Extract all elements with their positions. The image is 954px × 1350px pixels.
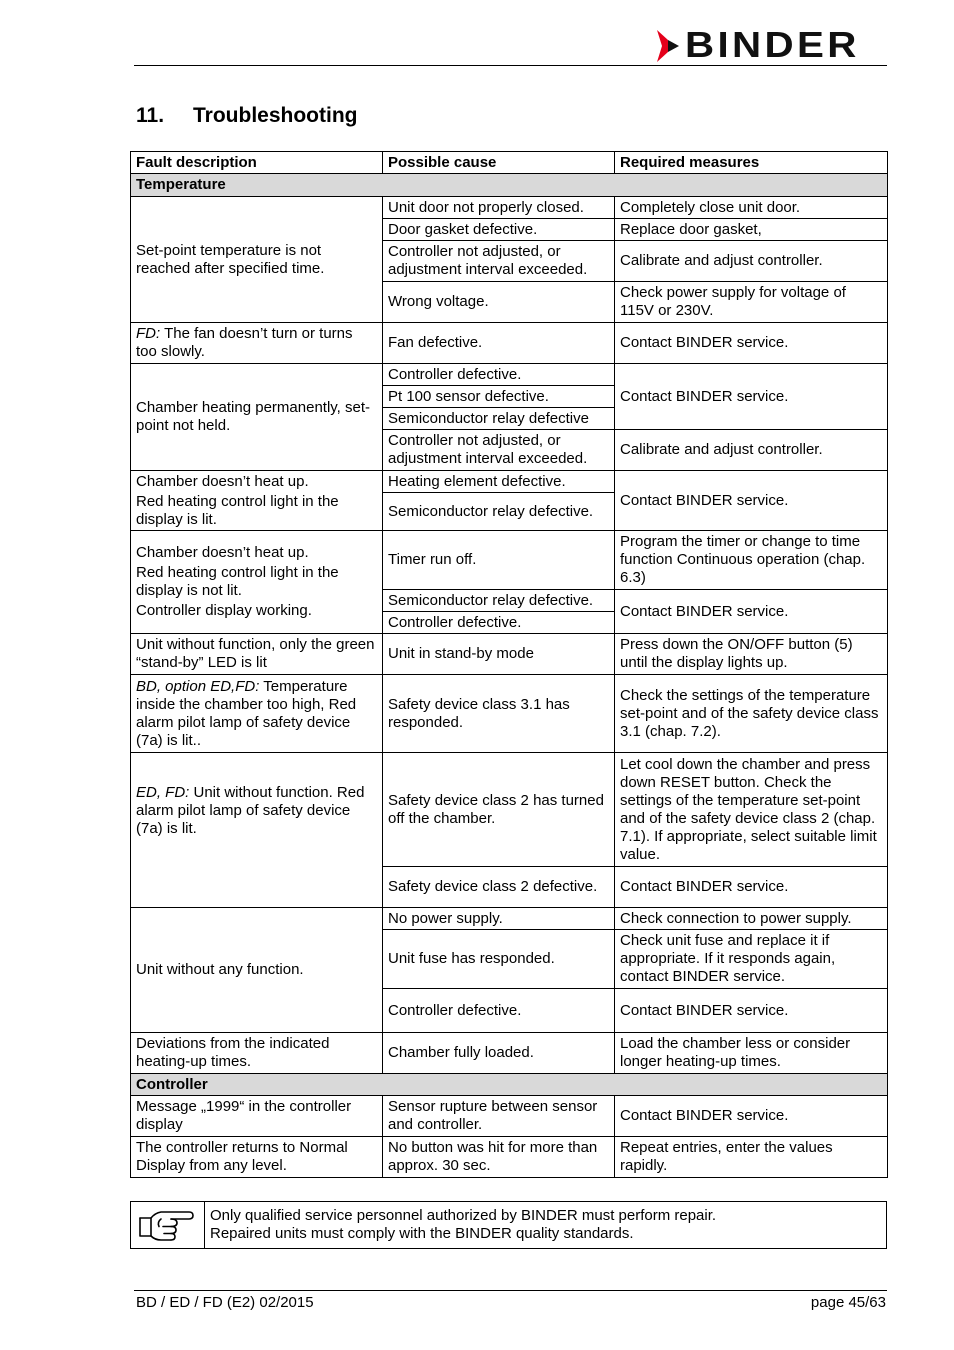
header-rule: [134, 65, 887, 66]
cause-cell: Unit fuse has responded.: [383, 930, 615, 989]
cause-cell: No power supply.: [383, 908, 615, 930]
model-prefix: BD, option ED,FD:: [136, 677, 260, 695]
fault-cell: [131, 675, 383, 753]
model-prefix: ED, FD:: [136, 783, 190, 801]
measure-cell: Contact BINDER service.: [615, 989, 888, 1033]
fault-cell: [131, 531, 383, 634]
cause-cell: Door gasket defective.: [383, 219, 615, 241]
table-row: [131, 1137, 888, 1178]
section-label: Controller: [131, 1074, 888, 1096]
section-title: Troubleshooting: [193, 104, 358, 127]
column-header-measures: Required measures: [615, 152, 888, 174]
fault-text: The fan doesn’t turn or turns too slowly.: [136, 325, 353, 360]
cause-cell: Wrong voltage.: [383, 282, 615, 323]
troubleshooting-table: [130, 151, 888, 1178]
cause-cell: Safety device class 2 has turned off the chamber.: [383, 753, 615, 867]
note-text: [210, 1207, 716, 1243]
cause-cell: Semiconductor relay defective.: [383, 590, 615, 612]
measure-cell: Check power supply for voltage of 115V or 230V.: [615, 282, 888, 323]
fault-cell: Unit without function, only the green “stand-by” LED is lit: [131, 634, 383, 675]
service-note: [130, 1201, 887, 1249]
footer-document-id: BD / ED / FD (E2) 02/2015: [136, 1294, 314, 1311]
cause-cell: Controller defective.: [383, 612, 615, 634]
measure-cell: Let cool down the chamber and press down RESET button. Check the settings of the temperature set-point and of the safety device class 2 (chap. 7.1). If appropriate, select suitable limit value.: [615, 753, 888, 867]
cause-cell: Heating element defective.: [383, 471, 615, 493]
cause-cell: Unit door not properly closed.: [383, 197, 615, 219]
cause-cell: Safety device class 2 defective.: [383, 867, 615, 908]
page-title: [136, 104, 357, 128]
measure-cell: Check unit fuse and replace it if appropriate. If it responds again, contact BINDER service.: [615, 930, 888, 989]
cause-cell: Controller defective.: [383, 989, 615, 1033]
table-header-row: [131, 152, 888, 174]
measure-cell: Contact BINDER service.: [615, 867, 888, 908]
cause-cell: Semiconductor relay defective: [383, 408, 615, 430]
fault-cell: [131, 323, 383, 364]
fault-text: Unit without function. Red alarm pilot lamp of safety device (7a) is lit.: [136, 783, 365, 837]
section-number: 11.: [136, 104, 165, 127]
table-row: [131, 471, 888, 493]
cause-cell: Chamber fully loaded.: [383, 1033, 615, 1074]
binder-logo-mark-icon: [655, 30, 681, 62]
column-header-cause: Possible cause: [383, 152, 615, 174]
table-row: [131, 197, 888, 219]
fault-line: Red heating control light in the display is lit.: [136, 492, 339, 528]
table-row: [131, 1096, 888, 1137]
table-row: [131, 908, 888, 930]
measure-cell: Calibrate and adjust controller.: [615, 241, 888, 282]
cause-cell: Controller defective.: [383, 364, 615, 386]
fault-cell: Set-point temperature is not reached after specified time.: [131, 197, 383, 323]
fault-cell: [131, 753, 383, 908]
fault-cell: Message „1999“ in the controller display: [131, 1096, 383, 1137]
section-row-temperature: [131, 174, 888, 197]
fault-cell: Chamber heating permanently, set-point not held.: [131, 364, 383, 471]
measure-cell: Check connection to power supply.: [615, 908, 888, 930]
fault-line: Chamber doesn’t heat up.: [136, 472, 309, 490]
section-row-controller: [131, 1074, 888, 1096]
measure-cell: Completely close unit door.: [615, 197, 888, 219]
fault-text: Temperature inside the chamber too high, Red alarm pilot lamp of safety device (7a) is lit..: [136, 677, 357, 749]
fault-line: Controller display working.: [136, 602, 312, 619]
measure-cell: Repeat entries, enter the values rapidly.: [615, 1137, 888, 1178]
table-row: [131, 531, 888, 590]
measure-cell: Calibrate and adjust controller.: [615, 430, 888, 471]
measure-cell: Press down the ON/OFF button (5) until the display lights up.: [615, 634, 888, 675]
cause-cell: Controller not adjusted, or adjustment interval exceeded.: [383, 241, 615, 282]
cause-cell: Sensor rupture between sensor and controller.: [383, 1096, 615, 1137]
cause-cell: Controller not adjusted, or adjustment interval exceeded.: [383, 430, 615, 471]
table-row: [131, 634, 888, 675]
cause-cell: No button was hit for more than approx. 30 sec.: [383, 1137, 615, 1178]
measure-cell: Program the timer or change to time function Continuous operation (chap. 6.3): [615, 531, 888, 590]
fault-cell: Deviations from the indicated heating-up times.: [131, 1033, 383, 1074]
fault-cell: Unit without any function.: [131, 908, 383, 1033]
fault-line: Red heating control light in the display is not lit.: [136, 564, 339, 599]
table-row: [131, 364, 888, 386]
measure-cell: Contact BINDER service.: [615, 1096, 888, 1137]
measure-cell: Contact BINDER service.: [615, 323, 888, 364]
model-prefix: FD:: [136, 325, 161, 342]
footer-rule: [134, 1290, 887, 1291]
table-row: [131, 753, 888, 867]
measure-cell: Load the chamber less or consider longer heating-up times.: [615, 1033, 888, 1074]
measure-cell: Contact BINDER service.: [615, 364, 888, 430]
fault-line: Chamber doesn’t heat up.: [136, 544, 309, 561]
cause-cell: Safety device class 3.1 has responded.: [383, 675, 615, 753]
section-label: Temperature: [131, 174, 888, 197]
pointing-hand-icon: [137, 1206, 197, 1244]
measure-cell: Check the settings of the temperature set-point and of the safety device class 3.1 (chap. 7.2).: [615, 675, 888, 753]
cause-cell: Timer run off.: [383, 531, 615, 590]
cause-cell: Semiconductor relay defective.: [383, 493, 615, 531]
measure-cell: Contact BINDER service.: [615, 590, 888, 634]
measure-cell: Replace door gasket,: [615, 219, 888, 241]
note-line: Only qualified service personnel authorized by BINDER must perform repair.: [210, 1207, 717, 1224]
cause-cell: Pt 100 sensor defective.: [383, 386, 615, 408]
binder-logo: [655, 24, 887, 65]
cause-cell: Fan defective.: [383, 323, 615, 364]
note-icon-box: [131, 1202, 205, 1248]
table-row: [131, 323, 888, 364]
footer-page-number: page 45/63: [810, 1294, 886, 1311]
column-header-fault: Fault description: [131, 152, 383, 174]
fault-cell: The controller returns to Normal Display from any level.: [131, 1137, 383, 1178]
table-row: [131, 1033, 888, 1074]
cause-cell: Unit in stand-by mode: [383, 634, 615, 675]
fault-cell: [131, 471, 383, 531]
measure-cell: Contact BINDER service.: [615, 471, 888, 531]
note-line: Repaired units must comply with the BINDER quality standards.: [210, 1225, 634, 1242]
table-row: [131, 675, 888, 753]
brand-name: BINDER: [685, 24, 860, 65]
